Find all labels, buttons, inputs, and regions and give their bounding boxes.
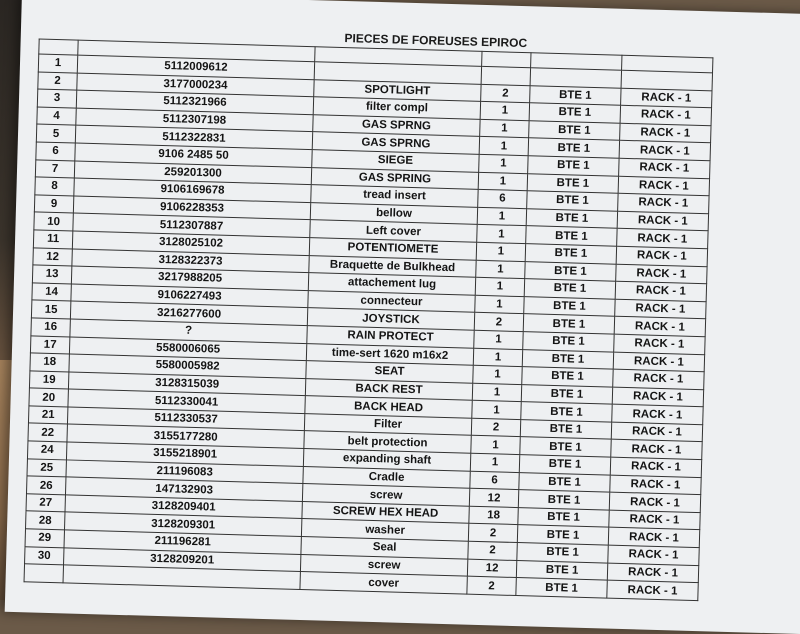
part-quantity: 1: [475, 295, 524, 314]
part-reference: 9106228353: [73, 196, 310, 220]
rack-label: RACK - 1: [621, 88, 712, 108]
box-label: BTE 1: [520, 419, 611, 439]
rack-label: RACK - 1: [615, 281, 706, 301]
box-label: BTE 1: [523, 314, 614, 334]
part-quantity: 1: [478, 172, 527, 191]
row-number: 15: [31, 300, 70, 319]
rack-label: RACK - 1: [614, 334, 705, 354]
rack-label: RACK - 1: [615, 299, 706, 319]
box-label: BTE 1: [516, 578, 607, 598]
rack-label: RACK - 1: [620, 123, 711, 143]
part-quantity: 12: [469, 488, 518, 507]
part-reference: 5112322831: [75, 125, 312, 149]
part-reference: 3128025102: [72, 231, 309, 255]
part-quantity: 1: [473, 348, 522, 367]
row-number: 22: [28, 423, 67, 442]
row-number: 14: [32, 283, 71, 302]
box-label: BTE 1: [519, 455, 610, 475]
part-description: SEAT: [306, 361, 473, 383]
part-description: RAIN PROTECT: [307, 326, 474, 348]
part-quantity: 1: [473, 365, 522, 384]
part-quantity: 1: [476, 242, 525, 261]
rack-label: RACK - 1: [611, 422, 702, 442]
rack-label: RACK - 1: [613, 369, 704, 389]
part-quantity: 1: [479, 137, 528, 156]
part-reference: 5112009612: [77, 55, 314, 79]
part-description: GAS SPRNG: [312, 132, 479, 154]
part-description: Seal: [301, 537, 468, 559]
part-description: SCREW HEX HEAD: [302, 501, 469, 523]
rack-label: RACK - 1: [612, 387, 703, 407]
box-label: BTE 1: [520, 437, 611, 457]
rack-label: RACK - 1: [609, 510, 700, 530]
header-cell-qty: [482, 51, 531, 67]
part-description: JOYSTICK: [307, 308, 474, 330]
row-number: 10: [34, 212, 73, 231]
document-title: PIECES DE FOREUSES EPIROC: [344, 31, 528, 51]
rack-label: RACK - 1: [610, 457, 701, 477]
part-description: Filter: [304, 413, 471, 435]
part-reference: 147132903: [65, 477, 302, 501]
part-reference: 3177000234: [77, 73, 314, 97]
part-quantity: 1: [477, 207, 526, 226]
part-quantity: 6: [478, 189, 527, 208]
box-label: BTE 1: [527, 191, 618, 211]
part-reference: 5112330041: [68, 389, 305, 413]
row-number: 28: [26, 511, 65, 530]
box-label: BTE 1: [518, 490, 609, 510]
rack-label: RACK - 1: [608, 545, 699, 565]
row-number: 8: [35, 177, 74, 196]
part-reference: ?: [70, 319, 307, 343]
part-reference: 3128209201: [64, 548, 301, 572]
part-reference: 9106169678: [74, 178, 311, 202]
part-quantity: 2: [468, 541, 517, 560]
rack-label: RACK - 1: [612, 404, 703, 424]
row-number: 7: [35, 160, 74, 179]
row-number: 4: [37, 107, 76, 126]
box-label: BTE 1: [525, 261, 616, 281]
part-quantity: 1: [474, 330, 523, 349]
row-number: 16: [31, 318, 70, 337]
paper-sheet: [5, 0, 800, 634]
part-description: washer: [301, 519, 468, 541]
part-description: SIEGE: [312, 150, 479, 172]
rack-label: RACK - 1: [610, 475, 701, 495]
part-description: connecteur: [308, 290, 475, 312]
box-label: BTE 1: [522, 367, 613, 387]
part-quantity: 12: [467, 559, 516, 578]
part-reference: 9106 2485 50: [75, 143, 312, 167]
header-cell-num: [39, 39, 78, 55]
part-quantity: 1: [471, 436, 520, 455]
part-description: BACK HEAD: [305, 396, 472, 418]
part-description: tread insert: [311, 185, 478, 207]
box-label: BTE 1: [519, 472, 610, 492]
box-label: BTE 1: [518, 507, 609, 527]
part-reference: 5112307887: [73, 213, 310, 237]
part-quantity: 1: [472, 383, 521, 402]
part-quantity: 2: [467, 576, 516, 595]
rack-label: RACK - 1: [608, 528, 699, 548]
part-quantity: 2: [471, 418, 520, 437]
part-reference: 259201300: [74, 161, 311, 185]
row-number: 12: [33, 247, 72, 266]
rack-label: RACK - 1: [619, 141, 710, 161]
rack-label: RACK - 1: [618, 193, 709, 213]
rack-label: RACK - 1: [619, 158, 710, 178]
parts-table: [24, 38, 714, 600]
part-reference: 5580005982: [69, 354, 306, 378]
row-number: 5: [36, 124, 75, 143]
row-number: 19: [29, 371, 68, 390]
box-label: BTE 1: [530, 85, 621, 105]
box-label: BTE 1: [523, 332, 614, 352]
part-description: filter compl: [313, 97, 480, 119]
rack-label: RACK - 1: [616, 264, 707, 284]
part-description: attachement lug: [308, 273, 475, 295]
row-number: 26: [26, 476, 65, 495]
part-reference: 9106227493: [71, 284, 308, 308]
part-description: BACK REST: [305, 378, 472, 400]
rack-label: RACK - 1: [611, 440, 702, 460]
rack-label: RACK - 1: [617, 211, 708, 231]
part-quantity: 18: [469, 506, 518, 525]
part-reference: 3155218901: [66, 442, 303, 466]
row-number: 6: [36, 142, 75, 161]
part-quantity: 6: [470, 471, 519, 490]
box-label: BTE 1: [522, 349, 613, 369]
box-label: BTE 1: [525, 244, 616, 264]
box-label: BTE 1: [528, 156, 619, 176]
part-reference: 3217988205: [71, 266, 308, 290]
part-reference: 211196083: [66, 460, 303, 484]
row-number: 3: [37, 89, 76, 108]
rack-label: RACK - 1: [620, 105, 711, 125]
box-label: BTE 1: [529, 120, 620, 140]
row-number: 18: [30, 353, 69, 372]
part-quantity: 1: [480, 102, 529, 121]
part-description: GAS SPRNG: [313, 114, 480, 136]
part-quantity: 1: [475, 277, 524, 296]
rack-label: RACK - 1: [609, 492, 700, 512]
part-description: GAS SPRING: [311, 167, 478, 189]
box-label: BTE 1: [521, 402, 612, 422]
row-number: 24: [27, 441, 66, 460]
part-description: Cradle: [303, 466, 470, 488]
box-label: BTE 1: [528, 138, 619, 158]
rack-label: RACK - 1: [618, 176, 709, 196]
part-quantity: 1: [479, 154, 528, 173]
part-quantity: 1: [477, 225, 526, 244]
box-label: BTE 1: [521, 384, 612, 404]
rack-label: RACK - 1: [607, 563, 698, 583]
part-quantity: [481, 66, 530, 85]
box-label: BTE 1: [526, 226, 617, 246]
row-number: 29: [25, 529, 64, 548]
part-description: expanding shaft: [303, 449, 470, 471]
row-number: 27: [26, 494, 65, 513]
part-reference: 5112330537: [67, 407, 304, 431]
part-description: time-sert 1620 m16x2: [306, 343, 473, 365]
rack-label: RACK - 1: [617, 229, 708, 249]
row-number: 20: [29, 388, 68, 407]
part-description: screw: [300, 554, 467, 576]
part-reference: 3216277600: [70, 301, 307, 325]
row-number: 9: [34, 195, 73, 214]
box-label: BTE 1: [524, 296, 615, 316]
part-quantity: 1: [470, 453, 519, 472]
row-number: 11: [33, 230, 72, 249]
row-number: 1: [38, 54, 77, 73]
part-quantity: 2: [474, 313, 523, 332]
row-number: [24, 564, 63, 583]
row-number: 13: [32, 265, 71, 284]
part-description: cover: [300, 572, 467, 594]
row-number: 30: [25, 546, 64, 565]
part-description: Braquette de Bulkhead: [309, 255, 476, 277]
part-reference: 3155177280: [67, 424, 304, 448]
part-reference: 3128322373: [72, 249, 309, 273]
part-reference: 3128209301: [64, 512, 301, 536]
box-label: BTE 1: [517, 543, 608, 563]
part-description: SPOTLIGHT: [314, 79, 481, 101]
part-reference: 5580006065: [69, 336, 306, 360]
rack-label: RACK - 1: [613, 352, 704, 372]
part-quantity: 1: [476, 260, 525, 279]
part-reference: 211196281: [64, 530, 301, 554]
part-quantity: 1: [480, 119, 529, 138]
part-reference: 3128315039: [68, 372, 305, 396]
rack-label: RACK - 1: [616, 246, 707, 266]
part-description: screw: [302, 484, 469, 506]
row-number: 2: [38, 72, 77, 91]
box-label: BTE 1: [527, 173, 618, 193]
part-quantity: 2: [468, 524, 517, 543]
part-reference: 5112307198: [76, 108, 313, 132]
box-label: BTE 1: [529, 103, 620, 123]
box-label: BTE 1: [524, 279, 615, 299]
part-description: POTENTIOMETE: [309, 238, 476, 260]
part-quantity: 2: [481, 84, 530, 103]
box-label: BTE 1: [517, 525, 608, 545]
row-number: 21: [28, 406, 67, 425]
part-description: bellow: [310, 202, 477, 224]
rack-label: RACK - 1: [614, 316, 705, 336]
part-quantity: 1: [472, 401, 521, 420]
part-reference: 3128209401: [65, 495, 302, 519]
row-number: 17: [30, 335, 69, 354]
part-reference: 5112321966: [76, 90, 313, 114]
rack-label: RACK - 1: [607, 580, 698, 600]
part-description: belt protection: [304, 431, 471, 453]
box-label: BTE 1: [526, 208, 617, 228]
part-description: Left cover: [310, 220, 477, 242]
row-number: 25: [27, 458, 66, 477]
box-label: BTE 1: [516, 560, 607, 580]
